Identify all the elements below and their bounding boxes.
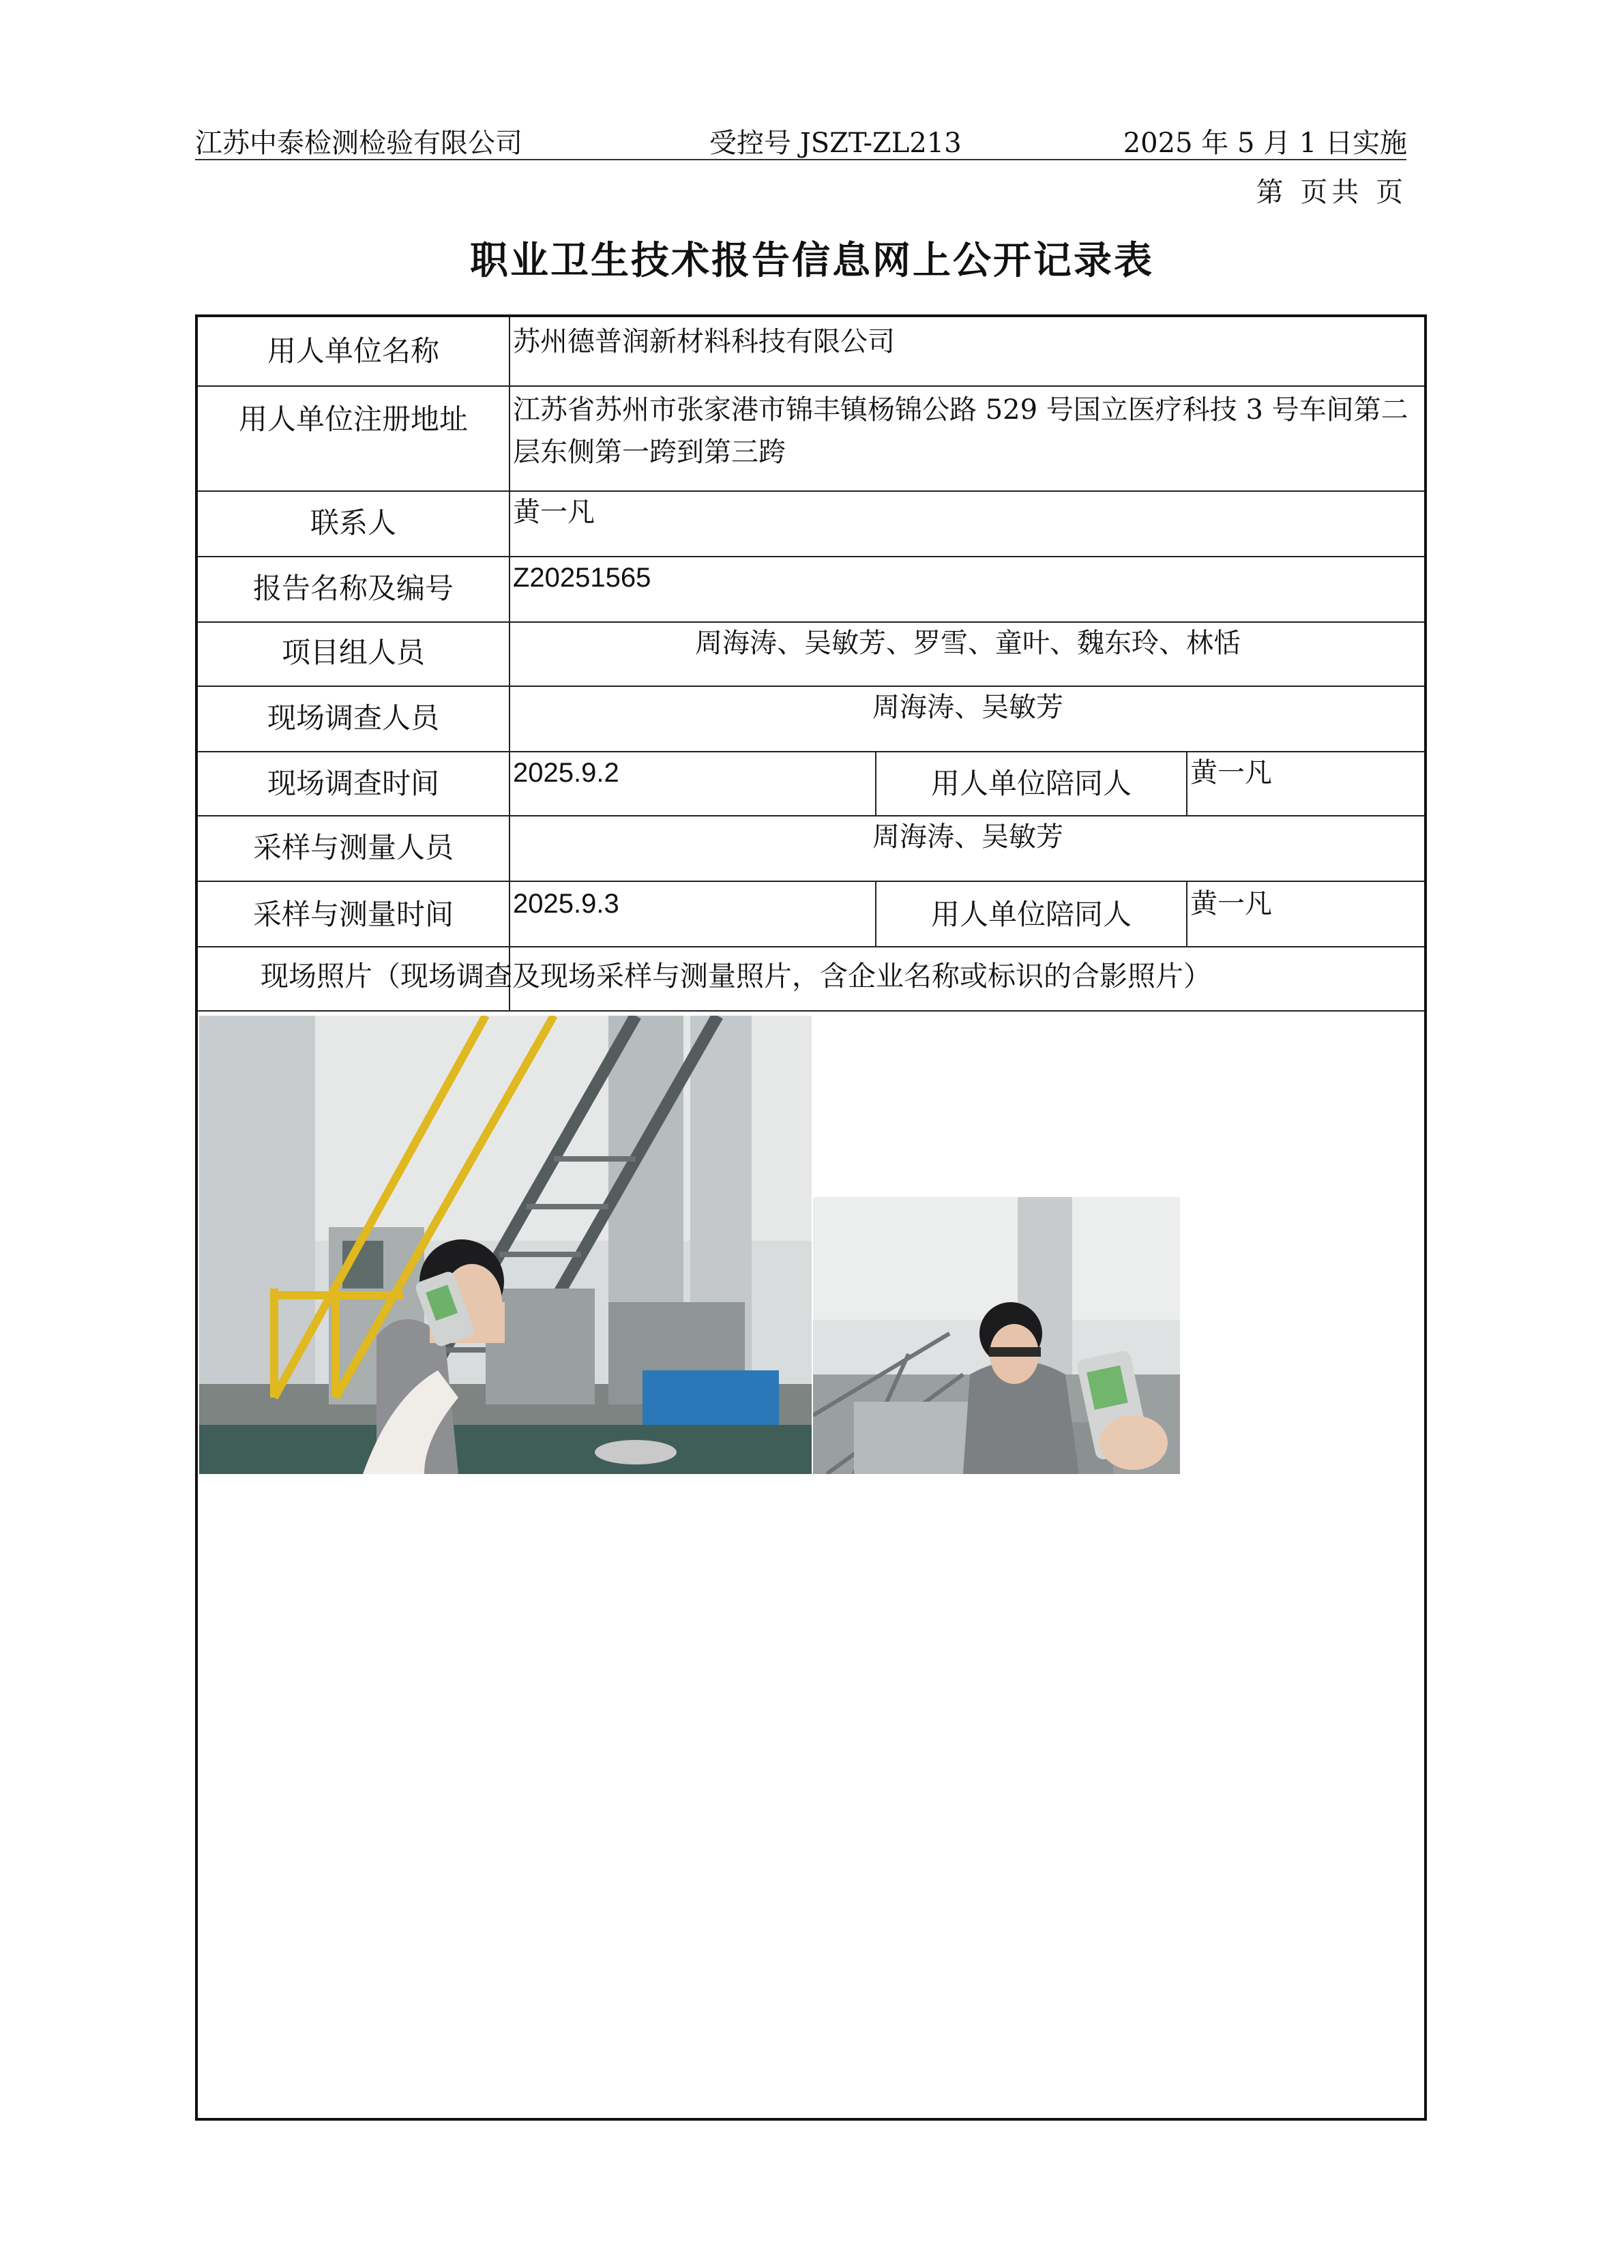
label-survey-time: 现场调查时间 bbox=[267, 767, 439, 800]
label-sampling-escort: 用人单位陪同人 bbox=[930, 898, 1132, 931]
header-control-number: 受控号 JSZT-ZL213 bbox=[709, 128, 962, 159]
label-employer-name: 用人单位名称 bbox=[267, 334, 439, 368]
row-divider bbox=[198, 946, 1424, 947]
value-survey-escort: 黄一凡 bbox=[1190, 757, 1272, 789]
label-sampling-staff: 采样与测量人员 bbox=[252, 831, 454, 864]
value-report-number: Z20251565 bbox=[513, 563, 651, 593]
column-divider bbox=[1186, 751, 1187, 815]
label-contact: 联系人 bbox=[310, 506, 396, 540]
label-report: 报告名称及编号 bbox=[252, 572, 454, 605]
page-title: 职业卫生技术报告信息网上公开记录表 bbox=[470, 239, 1154, 283]
header-rule bbox=[195, 159, 1406, 160]
value-team: 周海涛、吴敏芳、罗雪、童叶、魏东玲、林恬 bbox=[695, 628, 1241, 659]
label-address: 用人单位注册地址 bbox=[238, 402, 468, 436]
label-team: 项目组人员 bbox=[281, 636, 425, 669]
label-photos: 现场照片（现场调查及现场采样与测量照片，含企业名称或标识的合影照片） bbox=[261, 960, 1211, 992]
value-survey-time: 2025.9.2 bbox=[513, 758, 619, 788]
row-divider bbox=[198, 556, 1424, 557]
header-company: 江苏中泰检测检验有限公司 bbox=[195, 128, 522, 159]
site-photo-sampling bbox=[813, 1197, 1180, 1474]
row-divider bbox=[198, 385, 1424, 387]
photo-sampling-illustration bbox=[813, 1197, 1180, 1474]
page-number: 第 页共 页 bbox=[1256, 177, 1407, 208]
label-survey-escort: 用人单位陪同人 bbox=[930, 767, 1132, 800]
header-effective-date: 2025 年 5 月 1 日实施 bbox=[1123, 128, 1407, 159]
row-divider bbox=[198, 1010, 1424, 1012]
record-table bbox=[195, 314, 1427, 2121]
photo-survey-illustration bbox=[199, 1016, 812, 1474]
row-divider bbox=[198, 490, 1424, 492]
label-sampling-time: 采样与测量时间 bbox=[252, 898, 454, 931]
value-address-line2: 层东侧第一跨到第三跨 bbox=[513, 437, 786, 468]
value-address-line1: 江苏省苏州市张家港市锦丰镇杨锦公路 529 号国立医疗科技 3 号车间第二 bbox=[513, 394, 1408, 426]
site-photo-survey bbox=[199, 1016, 812, 1474]
value-sampling-escort: 黄一凡 bbox=[1190, 888, 1272, 919]
row-divider bbox=[198, 881, 1424, 882]
value-sampling-staff: 周海涛、吴敏芳 bbox=[872, 821, 1063, 853]
column-divider bbox=[509, 317, 510, 1010]
value-sampling-time: 2025.9.3 bbox=[513, 889, 619, 919]
value-employer-name: 苏州德普润新材料科技有限公司 bbox=[513, 326, 895, 357]
column-divider bbox=[1186, 881, 1187, 946]
value-contact: 黄一凡 bbox=[513, 497, 595, 528]
label-survey-staff: 现场调查人员 bbox=[267, 701, 439, 735]
value-survey-staff: 周海涛、吴敏芳 bbox=[872, 692, 1063, 723]
